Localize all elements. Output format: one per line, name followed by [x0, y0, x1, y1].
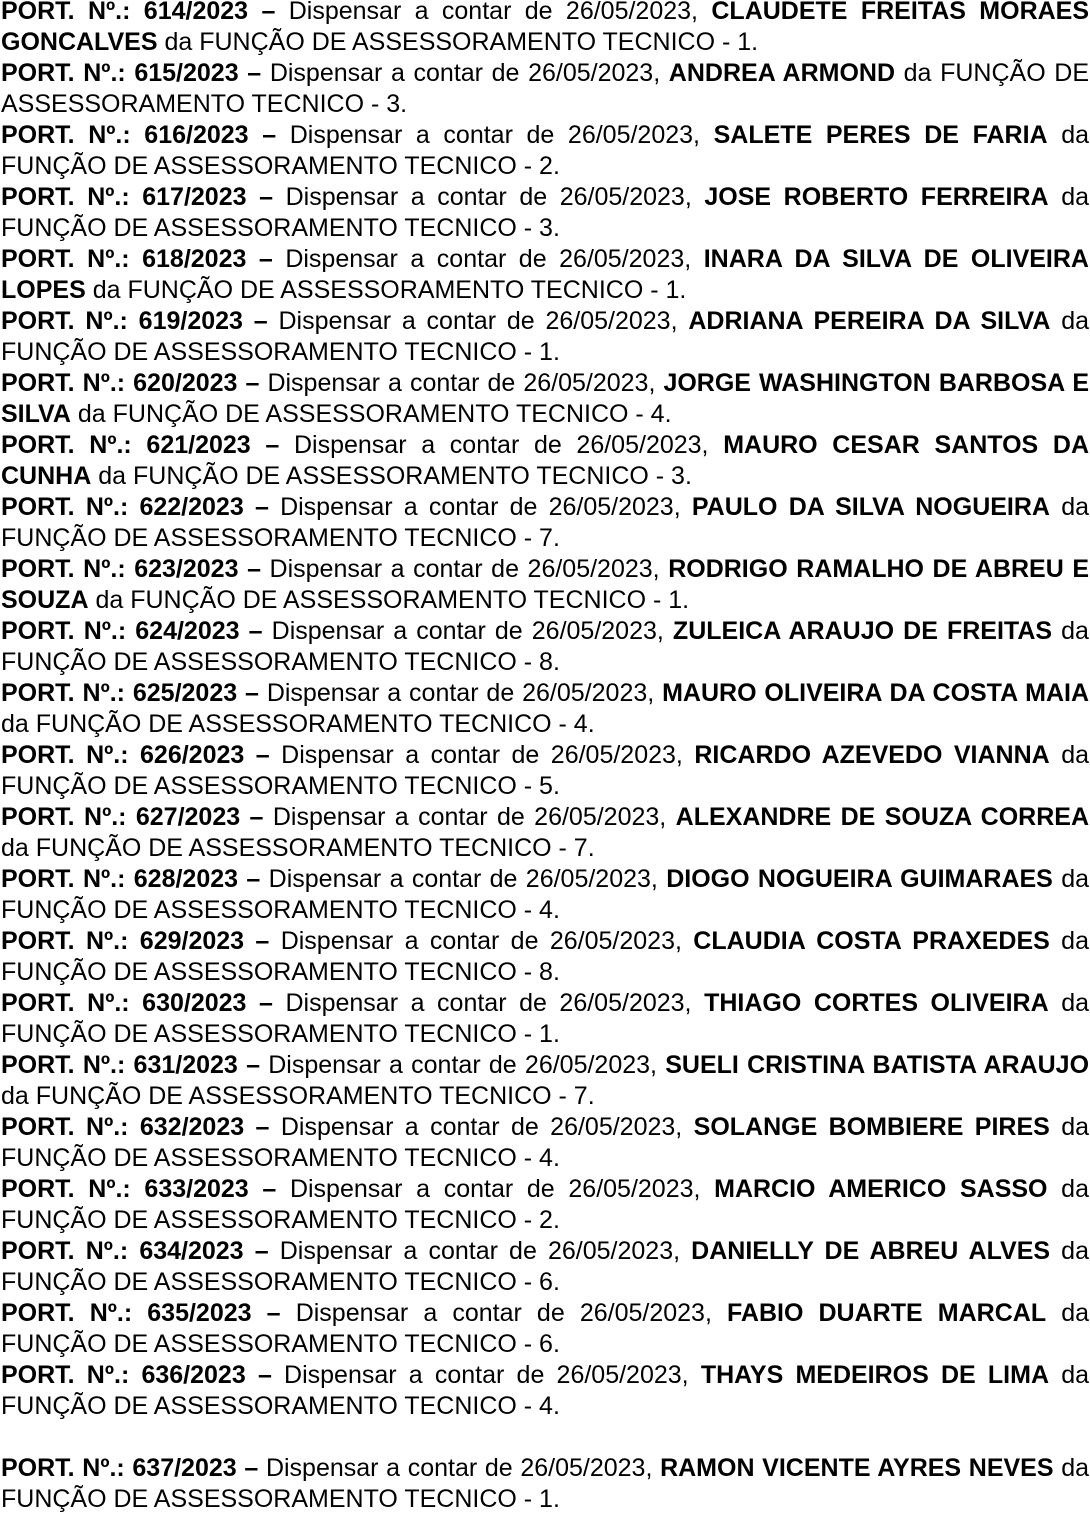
dash: –: [261, 0, 276, 25]
function-text: da FUNÇÃO DE ASSESSORAMENTO TECNICO - 2.: [1, 1175, 1089, 1234]
dash: –: [249, 803, 264, 831]
portaria-entry: [1, 1298, 1089, 1360]
portaria-number: PORT. Nº.: 635/2023: [1, 1299, 252, 1327]
portaria-number: PORT. Nº.: 619/2023: [1, 307, 243, 335]
function-text: da FUNÇÃO DE ASSESSORAMENTO TECNICO - 8.: [1, 617, 1089, 676]
portaria-entry: [1, 430, 1089, 492]
function-text: da FUNÇÃO DE ASSESSORAMENTO TECNICO - 2.: [1, 121, 1090, 180]
portaria-entry: [1, 1112, 1089, 1174]
dash: –: [255, 1113, 270, 1141]
function-text: da FUNÇÃO DE ASSESSORAMENTO TECNICO - 7.: [1, 493, 1089, 552]
portaria-entry: [1, 926, 1089, 988]
function-text: da FUNÇÃO DE ASSESSORAMENTO TECNICO - 4.: [1, 1361, 1090, 1420]
dash: –: [247, 555, 261, 583]
employee-name: MAURO OLIVEIRA DA COSTA MAIA: [662, 679, 1089, 707]
portaria-entry: [1, 0, 1089, 58]
portaria-number: PORT. Nº.: 622/2023: [1, 493, 244, 521]
portaria-number: PORT. Nº.: 620/2023: [1, 369, 238, 397]
employee-name: THAYS MEDEIROS DE LIMA: [700, 1361, 1050, 1389]
portaria-number: PORT. Nº.: 626/2023: [1, 741, 245, 769]
employee-name: FABIO DUARTE MARCAL: [727, 1299, 1047, 1327]
portaria-entry: [1, 58, 1089, 120]
dash: –: [255, 927, 270, 955]
employee-name: RAMON VICENTE AYRES NEVES: [660, 1454, 1054, 1482]
portaria-number: PORT. Nº.: 624/2023: [1, 617, 240, 645]
portaria-entry: [1, 492, 1089, 554]
action-text: Dispensar a contar de 26/05/2023,: [285, 989, 692, 1017]
action-text: Dispensar a contar de 26/05/2023,: [288, 0, 698, 25]
portaria-entry: [1, 554, 1089, 616]
dash: –: [262, 1175, 277, 1203]
action-text: Dispensar a contar de 26/05/2023,: [280, 1113, 683, 1141]
action-text: Dispensar a contar de 26/05/2023,: [281, 741, 683, 769]
function-text: da FUNÇÃO DE ASSESSORAMENTO TECNICO - 4.: [1, 710, 595, 738]
portaria-entry: [1, 244, 1089, 306]
employee-name: INARA DA SILVA DE OLIVEIRA LOPES: [1, 245, 1089, 304]
portaria-entry: [1, 616, 1089, 678]
function-text: da FUNÇÃO DE ASSESSORAMENTO TECNICO - 1.: [95, 586, 690, 614]
employee-name: ALEXANDRE DE SOUZA CORREA: [675, 803, 1090, 831]
portaria-entry: [1, 368, 1089, 430]
portaria-entry: [1, 678, 1089, 740]
portaria-number: PORT. Nº.: 615/2023: [1, 59, 239, 87]
action-text: Dispensar a contar de 26/05/2023,: [280, 927, 682, 955]
dash: –: [265, 431, 280, 459]
portaria-entry: [1, 1360, 1089, 1422]
action-text: Dispensar a contar de 26/05/2023,: [268, 1051, 657, 1079]
employee-name: DANIELLY DE ABREU ALVES: [691, 1237, 1051, 1265]
employee-name: RODRIGO RAMALHO DE ABREU E SOUZA: [1, 555, 1090, 614]
action-text: Dispensar a contar de 26/05/2023,: [289, 1175, 701, 1203]
portaria-entry: [1, 988, 1089, 1050]
function-text: da FUNÇÃO DE ASSESSORAMENTO TECNICO - 4.: [1, 865, 1090, 924]
employee-name: MARCIO AMERICO SASSO: [714, 1175, 1048, 1203]
dash: –: [262, 121, 277, 149]
function-text: da FUNÇÃO DE ASSESSORAMENTO TECNICO - 1.: [164, 28, 759, 56]
employee-name: JORGE WASHINGTON BARBOSA E SILVA: [1, 369, 1089, 428]
portaria-entry: [1, 864, 1089, 926]
action-text: Dispensar a contar de 26/05/2023,: [285, 183, 692, 211]
function-text: da FUNÇÃO DE ASSESSORAMENTO TECNICO - 7.: [1, 1082, 595, 1110]
employee-name: ANDREA ARMOND: [668, 59, 896, 87]
portaria-number: PORT. Nº.: 629/2023: [1, 927, 245, 955]
action-text: Dispensar a contar de 26/05/2023,: [266, 679, 655, 707]
dash: –: [247, 59, 262, 87]
action-text: Dispensar a contar de 26/05/2023,: [279, 1237, 681, 1265]
function-text: da FUNÇÃO DE ASSESSORAMENTO TECNICO - 4.: [77, 400, 672, 428]
portaria-number: PORT. Nº.: 623/2023: [1, 555, 239, 583]
dash: –: [253, 307, 268, 335]
dash: –: [259, 183, 274, 211]
employee-name: DIOGO NOGUEIRA GUIMARAES: [666, 865, 1053, 893]
portaria-entry: [1, 120, 1089, 182]
action-text: Dispensar a contar de 26/05/2023,: [280, 493, 681, 521]
employee-name: SOLANGE BOMBIERE PIRES: [693, 1113, 1050, 1141]
portaria-entry: [1, 306, 1089, 368]
employee-name: ZULEICA ARAUJO DE FREITAS: [672, 617, 1053, 645]
portaria-number: PORT. Nº.: 618/2023: [1, 245, 247, 273]
dash: –: [259, 989, 273, 1017]
dash: –: [257, 1361, 272, 1389]
action-text: Dispensar a contar de 26/05/2023,: [272, 803, 667, 831]
action-text: Dispensar a contar de 26/05/2023,: [267, 369, 656, 397]
employee-name: JOSE ROBERTO FERREIRA: [704, 183, 1049, 211]
portaria-number: PORT. Nº.: 630/2023: [1, 989, 247, 1017]
action-text: Dispensar a contar de 26/05/2023,: [295, 1299, 712, 1327]
portaria-number: PORT. Nº.: 625/2023: [1, 679, 238, 707]
action-text: Dispensar a contar de 26/05/2023,: [285, 245, 692, 273]
portaria-entry: [1, 182, 1089, 244]
function-text: da FUNÇÃO DE ASSESSORAMENTO TECNICO - 8.: [1, 927, 1089, 986]
employee-name: CLAUDIA COSTA PRAXEDES: [693, 927, 1050, 955]
portaria-entry: [1, 740, 1089, 802]
document-body: [1, 0, 1089, 1515]
function-text: da FUNÇÃO DE ASSESSORAMENTO TECNICO - 1.: [1, 307, 1090, 366]
dash: –: [248, 617, 263, 645]
employee-name: SALETE PERES DE FARIA: [713, 121, 1048, 149]
portaria-number: PORT. Nº.: 614/2023: [1, 0, 249, 25]
dash: –: [266, 1299, 281, 1327]
portaria-number: PORT. Nº.: 621/2023: [1, 431, 251, 459]
function-text: da FUNÇÃO DE ASSESSORAMENTO TECNICO - 4.: [1, 1113, 1090, 1172]
action-text: Dispensar a contar de 26/05/2023,: [271, 617, 664, 645]
employee-name: THIAGO CORTES OLIVEIRA: [704, 989, 1049, 1017]
dash: –: [244, 1454, 259, 1482]
function-text: da FUNÇÃO DE ASSESSORAMENTO TECNICO - 7.: [1, 834, 595, 862]
function-text: da FUNÇÃO DE ASSESSORAMENTO TECNICO - 1.: [92, 276, 687, 304]
employee-name: RICARDO AZEVEDO VIANNA: [694, 741, 1050, 769]
function-text: da FUNÇÃO DE ASSESSORAMENTO TECNICO - 1.: [1, 989, 1089, 1048]
employee-name: ADRIANA PEREIRA DA SILVA: [688, 307, 1051, 335]
dash: –: [246, 865, 261, 893]
portaria-number: PORT. Nº.: 634/2023: [1, 1237, 244, 1265]
function-text: da FUNÇÃO DE ASSESSORAMENTO TECNICO - 3.: [98, 462, 692, 490]
dash: –: [245, 369, 260, 397]
action-text: Dispensar a contar de 26/05/2023,: [278, 307, 678, 335]
portaria-entry: [1, 1174, 1089, 1236]
dash: –: [255, 741, 270, 769]
dash: –: [245, 679, 259, 707]
dash: –: [254, 493, 269, 521]
dash: –: [246, 1051, 260, 1079]
action-text: Dispensar a contar de 26/05/2023,: [265, 1454, 653, 1482]
function-text: da FUNÇÃO DE ASSESSORAMENTO TECNICO - 3.: [1, 183, 1089, 242]
employee-name: CLAUDETE FREITAS MORAES GONCALVES: [1, 0, 1090, 56]
action-text: Dispensar a contar de 26/05/2023,: [269, 555, 660, 583]
portaria-number: PORT. Nº.: 632/2023: [1, 1113, 245, 1141]
portaria-entry: [1, 1453, 1089, 1515]
function-text: da FUNÇÃO DE ASSESSORAMENTO TECNICO - 6.: [1, 1299, 1090, 1358]
portaria-number: PORT. Nº.: 617/2023: [1, 183, 247, 211]
action-text: Dispensar a contar de 26/05/2023,: [284, 1361, 689, 1389]
employee-name: MAURO CESAR SANTOS DA CUNHA: [1, 431, 1089, 490]
portaria-number: PORT. Nº.: 633/2023: [1, 1175, 249, 1203]
function-text: da FUNÇÃO DE ASSESSORAMENTO TECNICO - 5.: [1, 741, 1090, 800]
portaria-entry: [1, 1236, 1089, 1298]
action-text: Dispensar a contar de 26/05/2023,: [268, 865, 658, 893]
portaria-number: PORT. Nº.: 637/2023: [1, 1454, 237, 1482]
function-text: da FUNÇÃO DE ASSESSORAMENTO TECNICO - 6.: [1, 1237, 1089, 1296]
dash: –: [254, 1237, 269, 1265]
function-text: da FUNÇÃO DE ASSESSORAMENTO TECNICO - 3.: [1, 59, 1090, 118]
action-text: Dispensar a contar de 26/05/2023,: [289, 121, 700, 149]
portaria-number: PORT. Nº.: 636/2023: [1, 1361, 246, 1389]
employee-name: PAULO DA SILVA NOGUEIRA: [691, 493, 1050, 521]
employee-name: SUELI CRISTINA BATISTA ARAUJO: [665, 1051, 1090, 1079]
portaria-number: PORT. Nº.: 627/2023: [1, 803, 241, 831]
portaria-number: PORT. Nº.: 628/2023: [1, 865, 239, 893]
portaria-number: PORT. Nº.: 631/2023: [1, 1051, 238, 1079]
function-text: da FUNÇÃO DE ASSESSORAMENTO TECNICO - 1.: [1, 1454, 1089, 1513]
action-text: Dispensar a contar de 26/05/2023,: [269, 59, 661, 87]
dash: –: [258, 245, 273, 273]
action-text: Dispensar a contar de 26/05/2023,: [293, 431, 709, 459]
portaria-entry: [1, 802, 1089, 864]
portaria-number: PORT. Nº.: 616/2023: [1, 121, 249, 149]
portaria-entry: [1, 1050, 1089, 1112]
